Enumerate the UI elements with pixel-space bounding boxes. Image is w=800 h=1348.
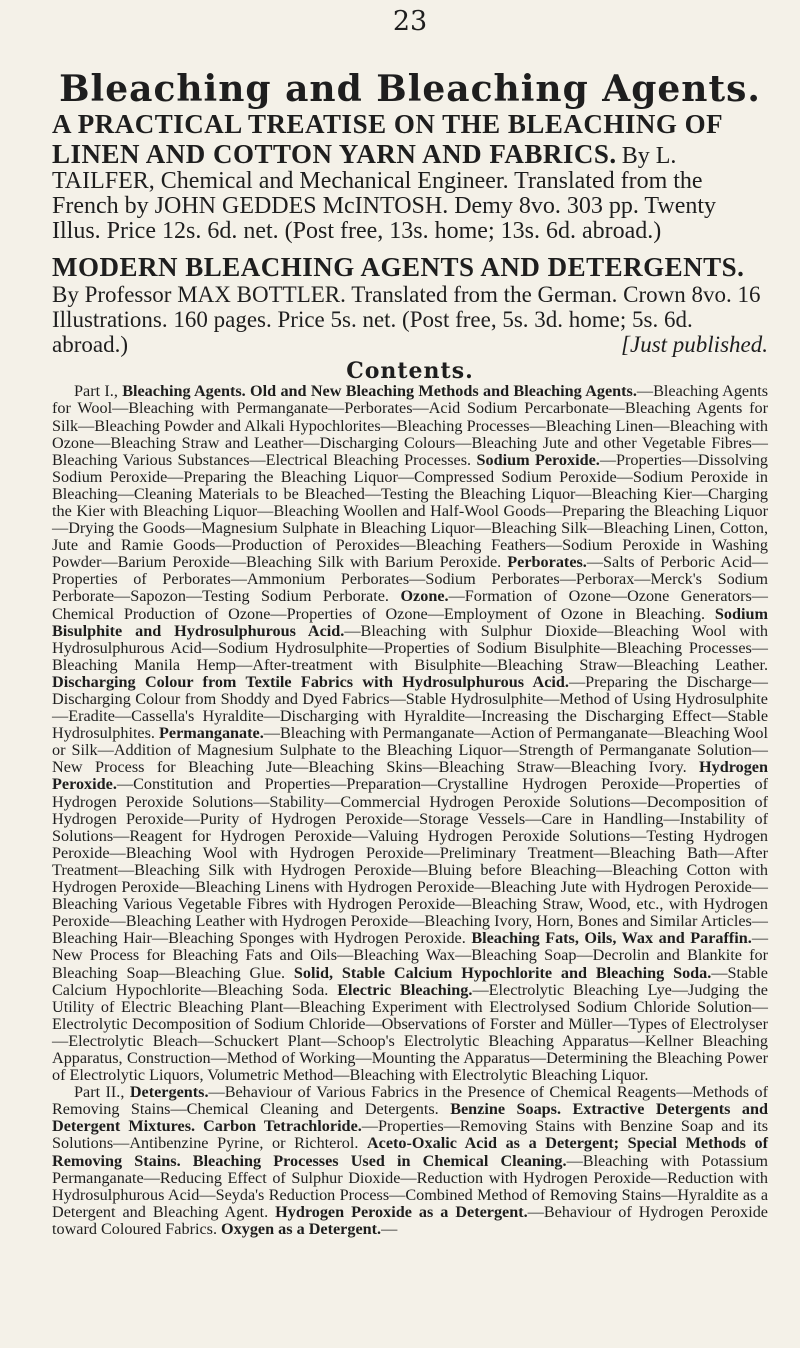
contents-section-heading: Hydrogen Peroxide as a Detergent.: [275, 1202, 528, 1221]
contents-text: —Bleaching with Sulphur Dioxide—Bleaching Wool with Hydrosulphurous Acid—Sodium Hydrosulphite—Properties of Sodium Bisulphite—Bleaching Processes—Bleaching Manila Hemp—After-treatment with Bisulphite—Bleaching Straw—Bleaching Leather.: [52, 621, 768, 674]
contents-section-heading: Oxygen as a Detergent.: [221, 1219, 382, 1238]
contents-text: [195, 1117, 203, 1135]
contents-section-heading: Solid, Stable Calcium Hypochlorite and Bleaching Soda.: [293, 963, 712, 982]
book-title: MODERN BLEACHING AGENTS AND DETERGENTS.: [52, 252, 745, 283]
contents-text: —Constitution and Properties—Preparation—Crystalline Hydrogen Peroxide—Properties of Hydrogen Peroxide Solutions—Stability—Commercial Hydrogen Peroxide Solutions—Decomposition of Hydrogen Peroxide—Purity of Hydrogen Peroxide—Storage Vessels—Care in Handling—Instability of Solutions—Reagent for Hydrogen Peroxide—Valuing Hydrogen Peroxide Solutions—Testing Hydrogen Peroxide—Bleaching Wool with Hydrogen Peroxide—Preliminary Treatment—Bleaching Bath—After Treatment—Bleaching Silk with Hydrogen Peroxide—Bluing before Bleaching—Bleaching Cotton with Hydrogen Peroxide—Bleaching Linens with Hydrogen Peroxide—Bleaching Jute with Hydrogen Peroxide—Bleaching Various Vegetable Fibres with Hydrogen Peroxide—Bleaching Straw, Wood, etc., with Hydrogen Peroxide—Bleaching Leather with Hydrogen Peroxide—Bleaching Ivory, Horn, Bones and Similar Articles—Bleaching Hair—Bleaching Sponges with Hydrogen Peroxide.: [52, 775, 768, 948]
contents-text: —Electrolytic Bleaching Lye—Judging the Utility of Electric Bleaching Plant—Bleaching Experiment with Electrolysed Sodium Chloride Solution—Electrolytic Decomposition of Sodium Chloride—Observations of Forster and Müller—Types of Electrolyser—Electrolytic Bleach—Schuckert Plant—Schoop's Electrolytic Bleaching Apparatus—Kellner Bleaching Apparatus, Construction—Method of Working—Mounting the Apparatus—Determining the Bleaching Power of Electrolytic Liquors, Volumetric Method—Bleaching with Electrolytic Bleaching Liquor.: [52, 980, 768, 1085]
contents-section-heading: Bleaching Agents.: [122, 382, 246, 401]
contents-text: —Salts of Perboric Acid—Properties of Perborates—Ammonium Perborates—Sodium Perborates—Perborax—Merck's Sodium Perborate—Sapozon—Testing Sodium Perborate.: [52, 553, 768, 606]
book-description: [52, 282, 768, 357]
contents-text: —Bleaching with Potassium Permanganate—Reducing Effect of Sulphur Dioxide—Reduction with Hydrogen Peroxide—Reduction with Hydrosulphurous Acid—Seyda's Reduction Process—Combined Method of Removing Stains—Hyraldite as a Detergent and Bleaching Agent.: [52, 1151, 769, 1221]
contents-section-heading: Benzine Soaps. Extractive Detergents and Detergent Mixtures.: [52, 1100, 768, 1136]
contents-text: —Preparing the Discharge—Discharging Colour from Shoddy and Dyed Fabrics—Stable Hydrosulphite—Method of Using Hydrosulphite—Eradite—Cassella's Hyraldite—Discharging with Hyraldite—Increasing the Discharging Effect—Stable Hydrosulphites.: [52, 672, 768, 743]
contents-text: —Behaviour of Hydrogen Peroxide toward Coloured Fabrics.: [52, 1202, 768, 1238]
contents-section-heading: Permanganate.: [159, 724, 264, 743]
contents-section-heading: Discharging Colour from Textile Fabrics with Hydrosulphurous Acid.: [52, 672, 569, 691]
contents-text: —Bleaching Agents for Wool—Bleaching with Permanganate—Perborates—Acid Sodium Percarbonate—Bleaching Agents for Silk—Bleaching Powder and Alkali Hypochlorites—Bleaching Processes—Bleaching Linen—Bleaching with Ozone—Bleaching Straw and Leather—Discharging Colours—Bleaching Jute and other Vegetable Fibres—Bleaching Various Substances—Electrical Bleaching Processes.: [52, 382, 769, 469]
contents-section-heading: Ozone.: [400, 587, 449, 606]
book-entry-bottler: [52, 252, 768, 357]
book-description-text: By Professor MAX BOTTLER. Translated from the German. Crown 8vo. 16 Illustrations. 160 pages. Price 5s. net. (Post free, 5s. 3d. home; 5s. 6d. abroad.): [52, 282, 761, 358]
contents-section-heading: Sodium Bisulphite and Hydrosulphurous Acid.: [52, 604, 768, 640]
page-title: Bleaching and Bleaching Agents.: [59, 68, 761, 110]
contents-text: —Properties—Dissolving Sodium Peroxide—Preparing the Bleaching Liquor—Compressed Sodium Peroxide—Sodium Peroxide in Bleaching—Cleaning Materials to be Bleached—Testing the Bleaching Liquor—Bleaching Kier—Charging the Kier with Bleaching Liquor—Bleaching Woollen and Half-Wool Goods—Preparing the Bleaching Liquor—Drying the Goods—Magnesium Sulphate in Bleaching Liquor—Bleaching Silk—Bleaching Linen, Cotton, Jute and Ramie Goods—Production of Peroxides—Bleaching Feathers—Sodium Peroxide in Washing Powder—Barium Peroxide—Bleaching Silk with Barium Peroxide.: [52, 450, 768, 572]
contents-list: [52, 383, 768, 1238]
contents-text: [181, 1152, 193, 1170]
contents-section-heading: Detergents.: [129, 1083, 209, 1102]
contents-section-heading: Bleaching Processes Used in Chemical Cleaning.: [192, 1151, 567, 1170]
contents-text: —Behaviour of Various Fabrics in the Presence of Chemical Reagents—Methods of Removing Stains—Chemical Cleaning and Detergents.: [52, 1083, 768, 1119]
contents-text: Part II.,: [74, 1083, 130, 1102]
book-title-text: A PRACTICAL TREATISE ON THE BLEACHING OF LINEN AND COTTON YARN AND FABRICS.: [52, 109, 723, 170]
contents-text: —: [381, 1219, 398, 1238]
contents-text: —Formation of Ozone—Ozone Generators—Chemical Production of Ozone—Properties of Ozone—Employment of Ozone in Bleaching.: [52, 587, 768, 623]
book-entry-tailfer: [52, 109, 768, 244]
contents-section-heading: Perborates.: [507, 553, 587, 572]
contents-part-2: [52, 1084, 768, 1238]
contents-section-heading: Aceto-Oxalic Acid as a Detergent; Special Methods of Removing Stains.: [52, 1134, 768, 1170]
contents-section-heading: Old and New Bleaching Methods and Bleaching Agents.: [250, 382, 637, 401]
contents-part-1: [52, 383, 768, 1084]
contents-text: —Properties—Removing Stains with Benzine Soap and its Solutions—Antibenzine Pyrine, or Richterol.: [52, 1117, 768, 1153]
contents-text: Part I.,: [74, 382, 123, 401]
contents-section-heading: Bleaching Fats, Oils, Wax and Paraffin.: [471, 929, 752, 948]
page-number: 23: [392, 6, 428, 37]
publication-note: [Just published.: [621, 332, 768, 358]
contents-section-heading: Hydrogen Peroxide.: [52, 758, 768, 794]
contents-section-heading: Carbon Tetrachloride.: [203, 1117, 362, 1136]
contents-section-heading: Electric Bleaching.: [337, 980, 473, 999]
contents-heading: Contents.: [346, 358, 474, 385]
contents-text: —Bleaching with Permanganate—Action of Permanganate—Bleaching Wool or Silk—Addition of Magnesium Sulphate to the Bleaching Liquor—Strength of Permanganate Solution—New Process for Bleaching Jute—Bleaching Skins—Bleaching Straw—Bleaching Ivory.: [52, 724, 768, 777]
contents-text: —New Process for Bleaching Fats and Oils—Bleaching Wax—Bleaching Soap—Decrolin and Blankite for Bleaching Soap—Bleaching Glue.: [52, 929, 768, 982]
book-description: By L. TAILFER, Chemical and Mechanical Engineer. Translated from the French by JOHN GEDDES McINTOSH. Demy 8vo. 303 pp. Twenty Illus. Price 12s. 6d. net. (Post free, 13s. home; 13s. 6d. abroad.): [52, 143, 717, 245]
contents-text: —Stable Calcium Hypochlorite—Bleaching Soda.: [52, 963, 768, 999]
contents-section-heading: Sodium Peroxide.: [476, 450, 600, 469]
